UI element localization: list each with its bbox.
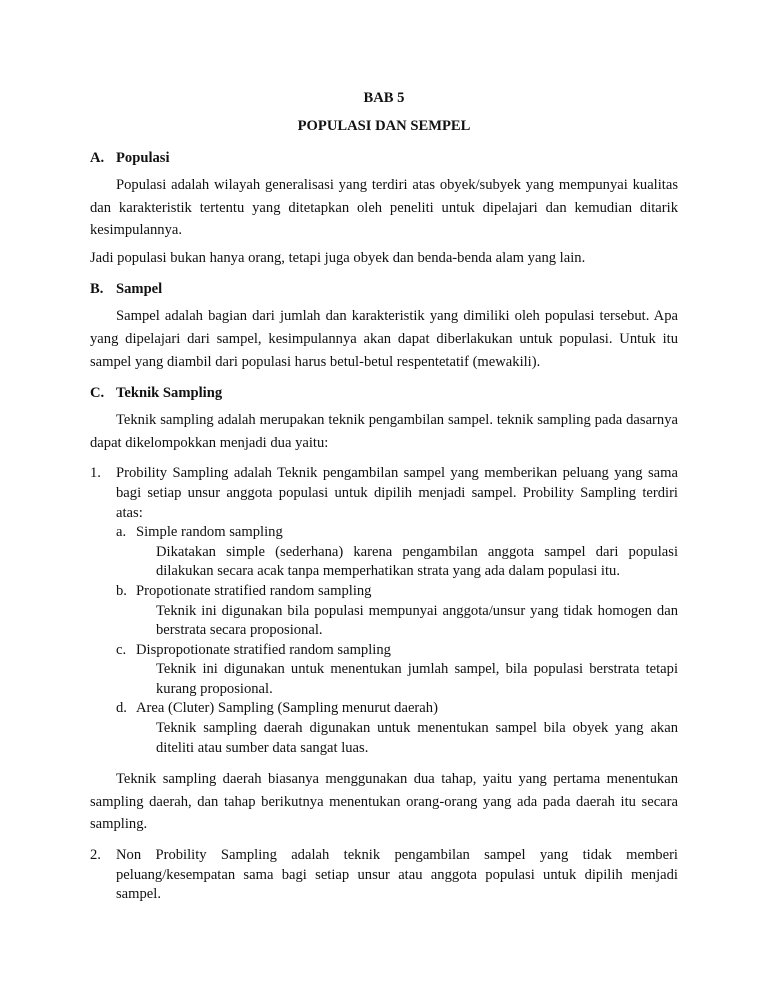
sub-list-description: Teknik ini digunakan bila populasi mempunyai anggota/unsur yang tidak homogen dan berstrata secara proposional. <box>156 602 678 639</box>
list-item-text: Non Probility Sampling adalah teknik pengambilan sampel yang tidak memberi peluang/kesempatan sama bagi setiap unsur atau anggota populasi untuk dipilih menjadi sampel. <box>116 847 678 903</box>
sub-list-letter: c. <box>116 641 127 658</box>
sub-list-item <box>90 582 678 641</box>
paragraph: Populasi adalah wilayah generalisasi yang terdiri atas obyek/subyek yang mempunyai kualitas dan karakteristik tertentu yang ditetapkan oleh peneliti untuk dipelajari dan kemudian ditarik kesimpulannya. <box>90 177 678 239</box>
paragraph: Sampel adalah bagian dari jumlah dan karakteristik yang dimiliki oleh populasi tersebut. Apa yang dipelajari dari sampel, kesimpulannya akan dapat diberlakukan untuk populasi. Untuk itu sampel yang diambil dari populasi harus betul-betul respentetatif (mewakili). <box>90 308 678 370</box>
sub-list-item <box>90 523 678 582</box>
paragraph: Teknik sampling daerah biasanya menggunakan dua tahap, yaitu yang pertama menentukan sampling daerah, dan tahap berikutnya menentukan orang-orang yang ada pada daerah itu secara sampling. <box>90 771 678 833</box>
section-marker: B. <box>90 281 104 298</box>
sub-list-item <box>90 641 678 700</box>
sub-list-item <box>90 699 678 758</box>
paragraph: Teknik sampling adalah merupakan teknik pengambilan sampel. teknik sampling pada dasarnya dapat dikelompokkan menjadi dua yaitu: <box>90 412 678 451</box>
sub-list-letter: d. <box>116 700 127 717</box>
list-number: 2. <box>90 847 101 864</box>
section-heading-teknik-sampling <box>90 383 678 403</box>
section-marker: C. <box>90 385 105 402</box>
list-item-text: Probility Sampling adalah Teknik pengambilan sampel yang memberikan peluang yang sama bagi setiap unsur anggota populasi untuk dipilih menjadi sampel. Probility Sampling terdiri atas: <box>116 465 678 521</box>
sub-list-letter: a. <box>116 524 127 541</box>
section-heading-populasi <box>90 148 678 168</box>
paragraph: Jadi populasi bukan hanya orang, tetapi juga obyek dan benda-benda alam yang lain. <box>90 249 586 266</box>
sub-list-title: Dispropotionate stratified random sampling <box>136 641 391 658</box>
list-number: 1. <box>90 465 101 482</box>
sub-list-title: Simple random sampling <box>136 524 283 541</box>
section-title: Sampel <box>116 281 163 298</box>
sub-list-description: Dikatakan simple (sederhana) karena pengambilan anggota sampel dari populasi dilakukan secara acak tanpa memperhatikan strata yang ada dalam populasi itu. <box>156 543 678 580</box>
sub-list-letter: b. <box>116 582 127 599</box>
chapter-label: BAB 5 <box>363 90 405 106</box>
section-title: Populasi <box>116 150 170 166</box>
sub-list-description: Teknik ini digunakan untuk menentukan jumlah sampel, bila populasi berstrata tetapi kurang proposional. <box>156 661 678 697</box>
document-page <box>90 88 678 905</box>
chapter-title: POPULASI DAN SEMPEL <box>297 118 471 134</box>
list-item <box>90 464 678 523</box>
section-heading-sampel <box>90 279 678 299</box>
section-marker: A. <box>90 150 105 166</box>
sub-list-description: Teknik sampling daerah digunakan untuk menentukan sampel bila obyek yang akan diteliti atau sumber data sangat luas. <box>156 720 678 756</box>
section-title: Teknik Sampling <box>116 385 223 402</box>
sub-list-title: Area (Cluter) Sampling (Sampling menurut daerah) <box>136 700 438 717</box>
list-item <box>90 846 678 905</box>
sub-list-title: Propotionate stratified random sampling <box>136 582 372 599</box>
